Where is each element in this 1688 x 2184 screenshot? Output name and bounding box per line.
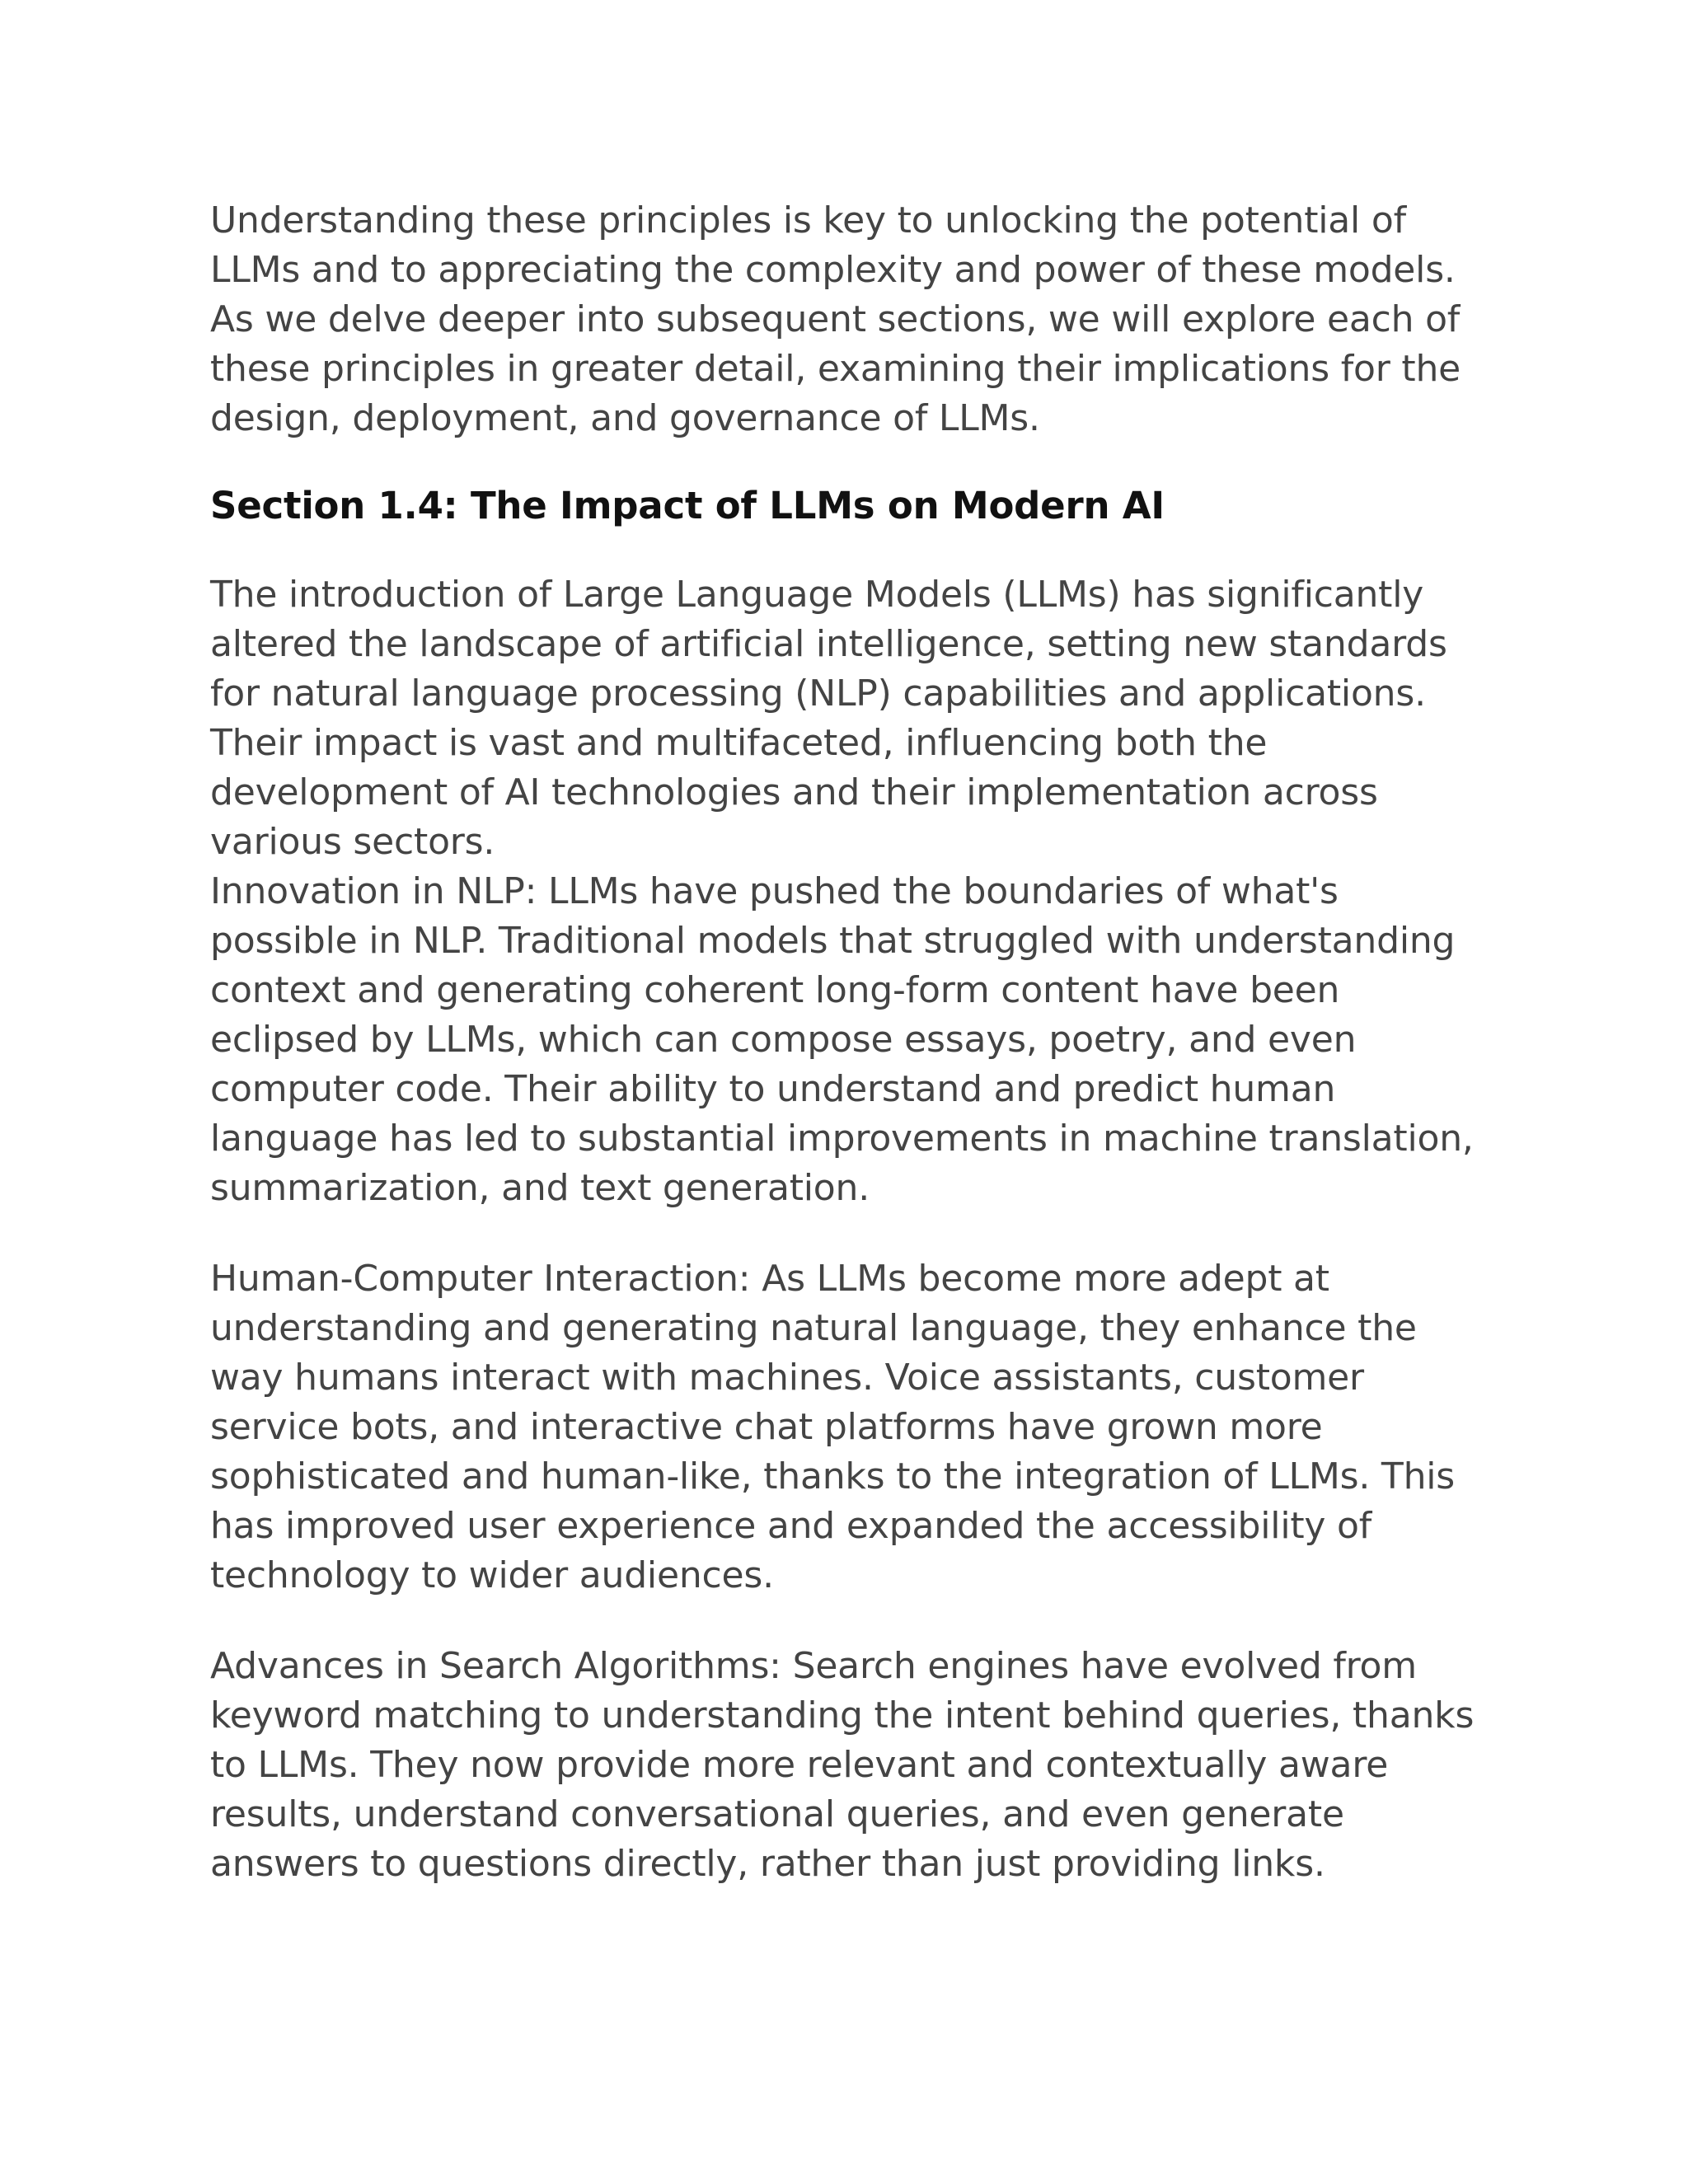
section-heading: Section 1.4: The Impact of LLMs on Modern AI bbox=[210, 484, 1165, 527]
paragraph-search-algorithms: Advances in Search Algorithms: Search engines have evolved from keyword matching to understanding the intent behind queries, thanks to LLMs. They now provide more relevant and contextually aware results, understand conversational queries, and even generate answers to questions directly, rather than just providing links. bbox=[210, 1645, 1475, 1885]
paragraph-introduction: The introduction of Large Language Models (LLMs) has significantly altered the landscape of artificial intelligence, setting new standards for natural language processing (NLP) capabilities and applications. Their impact is vast and multifaceted, influencing both the development of AI technologies and their implementation across various sectors. bbox=[210, 574, 1447, 863]
paragraph-innovation-nlp: Innovation in NLP: LLMs have pushed the boundaries of what's possible in NLP. Traditional models that struggled with understanding context and generating coherent long-form content have been eclipsed by LLMs, which can compose essays, poetry, and even computer code. Their ability to understand and predict human language has led to substantial improvements in machine translation, summarization, and text generation. bbox=[210, 870, 1474, 1209]
intro-paragraph: Understanding these principles is key to unlocking the potential of LLMs and to appreciating the complexity and power of these models. As we delve deeper into subsequent sections, we will explore each of these principles in greater detail, examining their implications for the design, deployment, and governance of LLMs. bbox=[210, 199, 1461, 439]
document-page bbox=[210, 196, 1496, 1889]
paragraph-human-computer-interaction: Human-Computer Interaction: As LLMs become more adept at understanding and generating natural language, they enhance the way humans interact with machines. Voice assistants, customer service bots, and interactive chat platforms have grown more sophisticated and human-like, thanks to the integration of LLMs. This has improved user experience and expanded the accessibility of technology to wider audiences. bbox=[210, 1258, 1456, 1596]
